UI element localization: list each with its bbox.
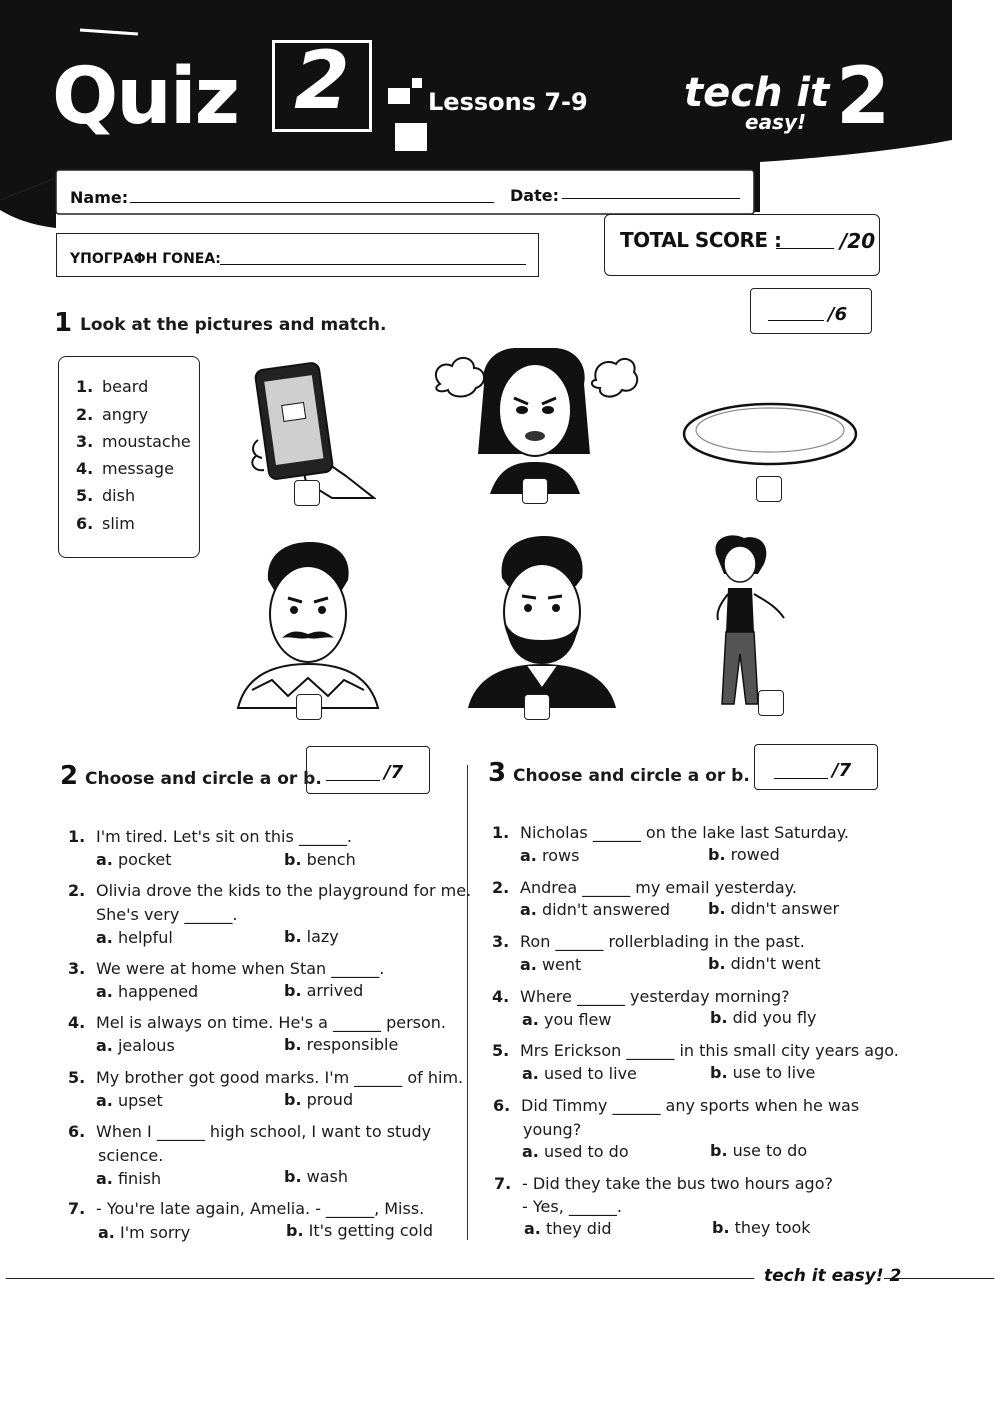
name-label: Name: xyxy=(70,188,129,207)
list-item: 1. beard xyxy=(76,377,149,396)
column-divider xyxy=(467,765,468,1240)
match-box[interactable] xyxy=(522,478,548,504)
option-b[interactable]: b. didn't answer xyxy=(708,899,840,918)
footer-brand: tech it easy! 2 xyxy=(764,1266,902,1286)
footer-rule xyxy=(6,1278,754,1279)
question-item-line: science. xyxy=(98,1146,164,1165)
option-a[interactable]: a. I'm sorry xyxy=(98,1223,191,1242)
name-field[interactable] xyxy=(130,202,494,203)
question-item: 3. Ron ______ rollerblading in the past. xyxy=(492,932,805,951)
option-b[interactable]: b. rowed xyxy=(708,845,780,864)
list-item: 3. moustache xyxy=(76,432,191,451)
option-a[interactable]: a. rows xyxy=(520,846,580,865)
section3-score-box xyxy=(754,744,878,790)
question-item: 3. We were at home when Stan ______. xyxy=(68,959,385,978)
section1-title: Look at the pictures and match. xyxy=(80,315,387,335)
footer-rule-right xyxy=(884,1278,994,1279)
option-a[interactable]: a. finish xyxy=(96,1169,162,1188)
match-box[interactable] xyxy=(524,694,550,720)
section2-score-field[interactable] xyxy=(326,780,380,781)
question-item-line: young? xyxy=(523,1120,582,1139)
question-item-line: - Yes, ______. xyxy=(522,1197,622,1216)
total-score-label: TOTAL SCORE : xyxy=(620,228,782,252)
question-item: 1. Nicholas ______ on the lake last Saturday. xyxy=(492,823,849,842)
parent-signature-label: ΥΠΟΓΡΑΦΗ ΓΟΝΕΑ: xyxy=(70,251,221,267)
slim-woman-picture xyxy=(700,534,790,708)
section1-score-max: /6 xyxy=(828,304,848,325)
option-a[interactable]: a. didn't answered xyxy=(520,900,671,919)
option-b[interactable]: b. wash xyxy=(284,1167,348,1186)
question-item: 5. Mrs Erickson ______ in this small city years ago. xyxy=(492,1041,899,1060)
question-item-line: She's very ______. xyxy=(96,905,238,924)
section1-score-box xyxy=(750,288,872,334)
option-a[interactable]: a. went xyxy=(520,955,582,974)
quiz-title: Quiz xyxy=(52,52,238,142)
date-label: Date: xyxy=(510,186,559,205)
section2-score-max: /7 xyxy=(384,762,404,783)
question-item: 4. Mel is always on time. He's a ______ person. xyxy=(68,1013,447,1032)
question-item: 5. My brother got good marks. I'm ______ of him. xyxy=(68,1068,464,1087)
option-a[interactable]: a. happened xyxy=(96,982,199,1001)
total-score-field[interactable] xyxy=(776,248,834,249)
question-item: 4. Where ______ yesterday morning? xyxy=(492,987,790,1006)
parent-signature-field[interactable] xyxy=(220,264,526,265)
option-b[interactable]: b. did you fly xyxy=(710,1008,817,1027)
option-a[interactable]: a. helpful xyxy=(96,928,173,947)
section2-score-box xyxy=(306,746,430,794)
section1-score-field[interactable] xyxy=(768,320,824,321)
question-item: 6. Did Timmy ______ any sports when he was xyxy=(493,1096,860,1115)
option-b[interactable]: b. didn't went xyxy=(708,954,821,973)
option-a[interactable]: a. used to live xyxy=(522,1064,637,1083)
brand-number: 2 xyxy=(836,52,891,142)
option-b[interactable]: b. It's getting cold xyxy=(286,1221,433,1240)
section3-title: Choose and circle a or b. xyxy=(513,766,750,786)
beard-man-picture xyxy=(464,536,620,710)
brand-logo: tech it xyxy=(684,70,830,116)
option-a[interactable]: a. upset xyxy=(96,1091,163,1110)
match-box[interactable] xyxy=(296,694,322,720)
moustache-man-picture xyxy=(232,540,384,710)
section2-title: Choose and circle a or b. xyxy=(85,769,322,789)
section3-number: 3 xyxy=(488,758,507,788)
option-a[interactable]: a. they did xyxy=(524,1219,612,1238)
total-score-max: /20 xyxy=(840,229,876,253)
option-b[interactable]: b. proud xyxy=(284,1090,354,1109)
option-a[interactable]: a. you flew xyxy=(522,1010,612,1029)
section2-number: 2 xyxy=(60,761,79,791)
lessons-label: Lessons 7-9 xyxy=(428,88,588,116)
quiz-number: 2 xyxy=(294,34,350,127)
match-box[interactable] xyxy=(756,476,782,502)
section3-score-field[interactable] xyxy=(774,778,828,779)
option-a[interactable]: a. used to do xyxy=(522,1142,629,1161)
date-field[interactable] xyxy=(562,198,740,199)
option-b[interactable]: b. arrived xyxy=(284,981,364,1000)
dish-picture xyxy=(680,398,860,470)
option-b[interactable]: b. they took xyxy=(712,1218,811,1237)
question-item: 6. When I ______ high school, I want to study xyxy=(68,1122,432,1141)
brand-logo-sub: easy! xyxy=(745,110,807,134)
question-item: 2. Andrea ______ my email yesterday. xyxy=(492,878,797,897)
option-b[interactable]: b. bench xyxy=(284,850,356,869)
option-b[interactable]: b. use to do xyxy=(710,1141,808,1160)
question-item: 7. - You're late again, Amelia. - ______, Miss. xyxy=(68,1199,425,1218)
section1-number: 1 xyxy=(54,308,73,338)
option-b[interactable]: b. use to live xyxy=(710,1063,816,1082)
question-item: 7. - Did they take the bus two hours ago? xyxy=(494,1174,833,1193)
option-a[interactable]: a. jealous xyxy=(96,1036,175,1055)
list-item: 2. angry xyxy=(76,405,149,424)
list-item: 5. dish xyxy=(76,486,136,505)
section3-score-max: /7 xyxy=(832,760,852,781)
match-box[interactable] xyxy=(758,690,784,716)
list-item: 6. slim xyxy=(76,514,135,533)
question-item: 2. Olivia drove the kids to the playground for me. xyxy=(68,881,472,900)
option-b[interactable]: b. lazy xyxy=(284,927,339,946)
option-a[interactable]: a. pocket xyxy=(96,850,172,869)
match-box[interactable] xyxy=(294,480,320,506)
question-item: 1. I'm tired. Let's sit on this ______. xyxy=(68,827,352,846)
option-b[interactable]: b. responsible xyxy=(284,1035,399,1054)
list-item: 4. message xyxy=(76,459,174,478)
